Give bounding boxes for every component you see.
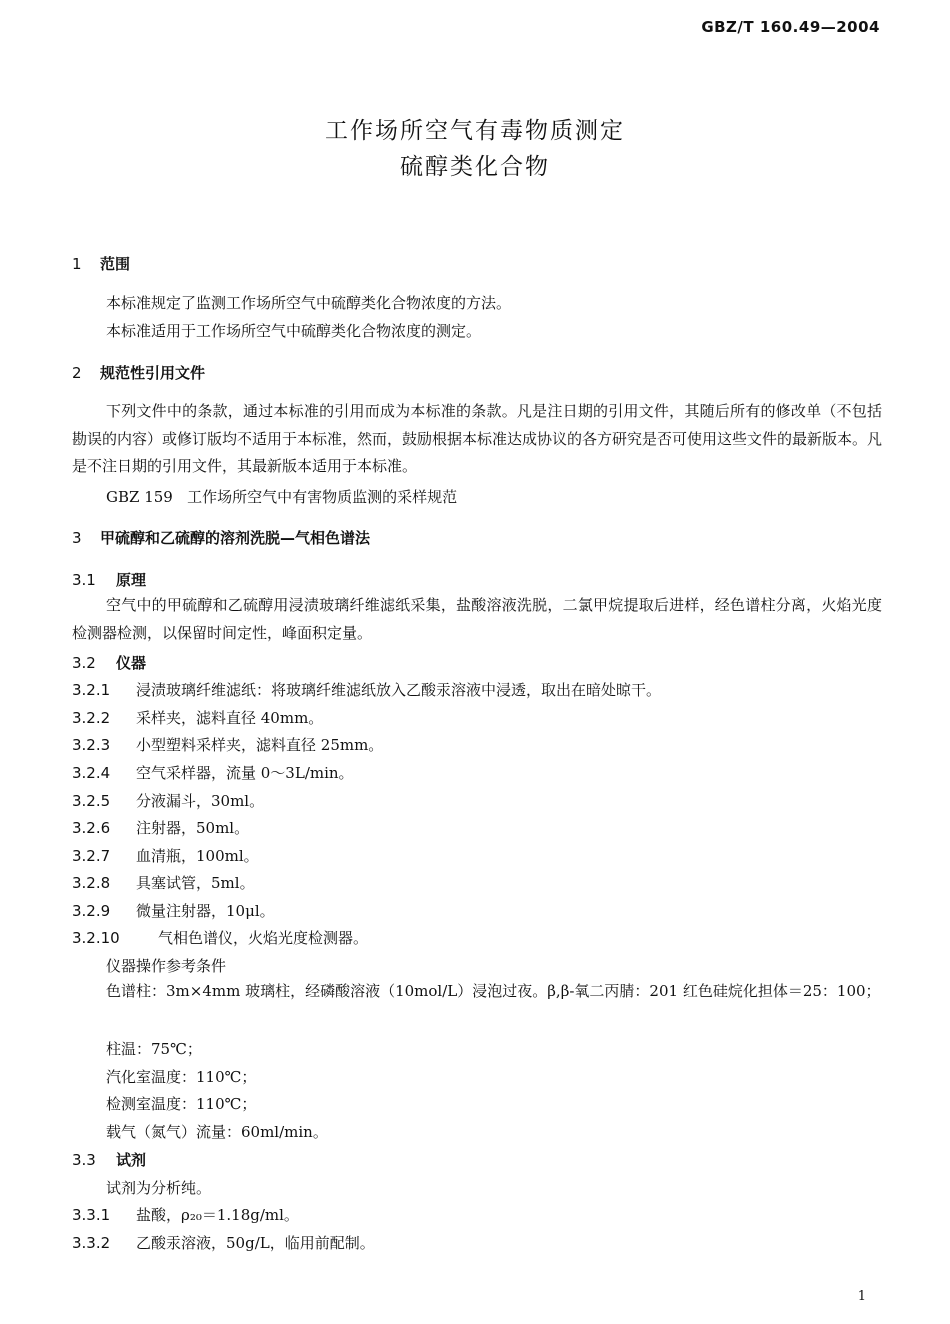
section-3-3-heading [72,1149,146,1170]
instrument-item: 3.2.3 小型塑料采样夹，滤料直径 25mm。 [72,736,384,754]
vaporization-temperature: 汽化室温度：110℃； [106,1068,257,1086]
carrier-gas-flow: 载气（氮气）流量：60ml/min。 [106,1123,328,1141]
standard-code: GBZ/T 160.49—2004 [701,18,880,36]
document-subtitle: 硫醇类化合物 [400,154,550,180]
section-number: 2 [72,364,82,382]
section-1-paragraph-2: 本标准适用于工作场所空气中硫醇类化合物浓度的测定。 [106,322,482,340]
section-label: 甲硫醇和乙硫醇的溶剂洗脱—气相色谱法 [100,529,371,547]
section-3-2-heading [72,652,146,673]
section-2-paragraph: 下列文件中的条款，通过本标准的引用而成为本标准的条款。凡是注日期的引用文件，其随后所有的修改单（不包括勘误的内容）或修订版均不适用于本标准，然而，鼓励根据本标准达成协议的各方研究是否可使用这些文件的最新版本。凡是不注日期的引用文件，其最新版本适用于本标准。 [72,402,883,475]
section-1-heading [72,253,130,274]
instrument-item: 3.2.5 分液漏斗，30ml。 [72,792,265,810]
reagent-intro: 试剂为分析纯。 [106,1179,212,1197]
normative-reference: GBZ 159 工作场所空气中有害物质监测的采样规范 [106,488,458,506]
subsection-number: 3.2 [72,654,96,672]
section-number: 3 [72,529,82,547]
page-number: 1 [857,1289,866,1304]
document-title: 工作场所空气有毒物质测定 [325,118,625,144]
instrument-item: 3.2.10 气相色谱仪，火焰光度检测器。 [72,929,369,947]
section-3-heading [72,527,370,548]
section-label: 范围 [100,255,131,273]
subsection-label: 仪器 [116,654,147,672]
column-temperature: 柱温：75℃； [106,1040,202,1058]
detector-temperature: 检测室温度：110℃； [106,1095,257,1113]
reagent-item: 3.3.2 乙酸汞溶液，50g/L，临用前配制。 [72,1234,375,1252]
principle-paragraph: 空气中的甲硫醇和乙硫醇用浸渍玻璃纤维滤纸采集，盐酸溶液洗脱，二氯甲烷提取后进样，经色谱柱分离，火焰光度检测器检测，以保留时间定性，峰面积定量。 [72,596,882,642]
section-2-heading [72,362,205,383]
reagent-item: 3.3.1 盐酸，ρ₂₀＝1.18g/ml。 [72,1206,299,1224]
instrument-item: 3.2.4 空气采样器，流量 0～3L/min。 [72,764,354,782]
instrument-item: 3.2.8 具塞试管，5ml。 [72,874,255,892]
subsection-label: 原理 [116,571,147,589]
subsection-label: 试剂 [116,1151,147,1169]
section-label: 规范性引用文件 [100,364,206,382]
section-1-paragraph-1: 本标准规定了监测工作场所空气中硫醇类化合物浓度的方法。 [106,294,512,312]
section-number: 1 [72,255,82,273]
instrument-item: 3.2.7 血清瓶，100ml。 [72,847,259,865]
subsection-number: 3.3 [72,1151,96,1169]
column-conditions: 色谱柱：3m×4mm 玻璃柱，经磷酸溶液（10mol/L）浸泡过夜。β,β-氧二丙腈：201 红色硅烷化担体＝25：100； [106,982,881,1000]
section-3-1-heading [72,569,146,590]
operating-conditions-title: 仪器操作参考条件 [106,957,227,975]
instrument-item: 3.2.9 微量注射器，10μl。 [72,902,275,920]
instrument-item: 3.2.1 浸渍玻璃纤维滤纸：将玻璃纤维滤纸放入乙酸汞溶液中浸透，取出在暗处晾干。 [72,681,662,699]
subsection-number: 3.1 [72,571,96,589]
instrument-item: 3.2.2 采样夹，滤料直径 40mm。 [72,709,324,727]
instrument-item: 3.2.6 注射器，50ml。 [72,819,250,837]
